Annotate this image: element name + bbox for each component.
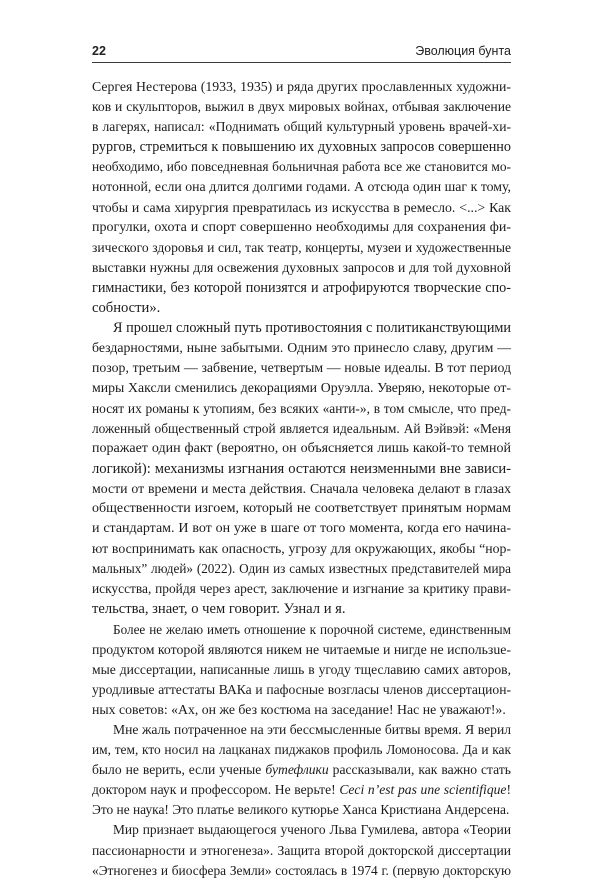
text-line: Мир признает выдающегося ученого Льва Гумилева, автора «Теории xyxy=(113,822,511,838)
text-line: чтобы и сама хирургия превратилась из искусства в ремесло. <...> Как xyxy=(92,199,511,215)
body-text xyxy=(92,77,511,881)
text-line: рургов, стремиться к повышению их духовных запросов совершенно xyxy=(92,139,511,156)
text-line: Сергея Нестерова (1933, 1935) и ряда других прославленных художни- xyxy=(92,79,511,94)
text-line: бездарностями, ныне забытыми. Одним это принесло славу, другим — xyxy=(92,340,511,356)
text-line: мые диссертации, написанные лишь в угоду тщеславию самих авторов, xyxy=(92,661,511,677)
text-line: логикой): механизмы изгнания остаются неизменными вне зависи- xyxy=(92,460,511,477)
running-title: Эволюция бунта xyxy=(415,44,511,58)
text-line: пассионарности и этногенеза». Защита второй докторской диссертации xyxy=(92,842,511,858)
page-number: 22 xyxy=(92,44,106,58)
text-line: гимнастики, без которой понизятся и атрофируются творческие спо- xyxy=(92,279,511,296)
text-line: ют воспринимать как опасность, угрозу для окружающих, якобы “нор- xyxy=(92,541,511,557)
text-line: поражает один факт (вероятно, он объясняется лишь какой-то темной xyxy=(92,440,511,456)
text-line: им, тем, кто носил на лацканах пиджаков профиль Ломоносова. Да и как xyxy=(92,742,511,758)
text-line: тельства, знает, о чем говорит. Узнал и я. xyxy=(92,601,346,618)
text-line: мальных” людей» (2022). Один из самых известных представителей мира xyxy=(92,561,511,577)
text-line: Мне жаль потраченное на эти бессмысленные битвы время. Я верил xyxy=(113,722,511,737)
text-line: мости от времени и места действия. Сначала человека делают в глазах xyxy=(92,480,511,496)
text-line: ных советов: «Ах, он же без костюма на заседание! Нас не уважают!». xyxy=(92,701,506,717)
text-line: позор, третьим — забвение, четвертым — новые идеалы. В тот период xyxy=(92,360,511,376)
text-line: ков и скульпторов, выжил в двух мировых войнах, отбывая заключение xyxy=(92,99,511,115)
text-line: уродливые аттестаты ВАКа и пафосные возгласы членов диссертацион- xyxy=(92,681,511,697)
text-line: «Этногенез и биосфера Земли» состоялась в 1974 г. (первую докторскую xyxy=(92,862,511,878)
text-line: искусства, пройдя через арест, заключение и изгнание за критику прави- xyxy=(92,581,511,597)
text-line: носят их романы к утопиям, без всяких «анти-», в том смысле, что пред- xyxy=(92,400,511,416)
text-line: было не верить, если ученые бутефлики рассказывали, как важно стать xyxy=(92,762,511,778)
text-line: собности». xyxy=(92,300,161,317)
text-line: в лагерях, написал: «Поднимать общий культурный уровень врачей-хи- xyxy=(92,119,511,135)
text-line: Я прошел сложный путь противостояния с политиканствующими xyxy=(113,320,511,337)
emphasis: Ceci n’est pas une scientifique xyxy=(339,782,507,798)
running-header xyxy=(92,44,511,63)
text-line: Это не наука! Это платье великого кутюрье Ханса Кристиана Андерсена. xyxy=(92,802,510,818)
text-line: продуктом которой являются никем не читаемые и нигде не использue- xyxy=(92,641,511,657)
text-line: прогулки, охота и спорт совершенно необходимы для сохранения фи- xyxy=(92,219,511,235)
emphasis: бутефлики xyxy=(265,762,329,778)
text-line: миры Хаксли сменились декорациями Оруэлла. Уверяю, некоторые от- xyxy=(92,380,511,396)
text-line: зического здоровья и сил, так театр, концерты, музеи и художественные xyxy=(92,239,511,255)
text-line: общественности изгоем, который не соответствует принятым нормам xyxy=(92,500,511,516)
text-line: необходимо, ибо повседневная больничная работа все же становится мо- xyxy=(92,159,511,175)
text-line: доктором наук и профессором. Не верьте! Ceci n’est pas une scientifique! xyxy=(92,782,511,798)
text-line: ложенный общественный строй является идеальным. Ай Вэйвэй: «Меня xyxy=(92,420,511,436)
text-line: и стандартам. И вот он уже в шаге от того момента, когда его начина- xyxy=(92,521,511,537)
text-line: Более не желаю иметь отношение к порочной системе, единственным xyxy=(113,621,511,637)
text-line: выставки нужны для освежения духовных запросов и для той духовной xyxy=(92,259,511,275)
text-line: нотонной, если она длится долгими годами. А отсюда один шаг к тому, xyxy=(92,179,511,195)
